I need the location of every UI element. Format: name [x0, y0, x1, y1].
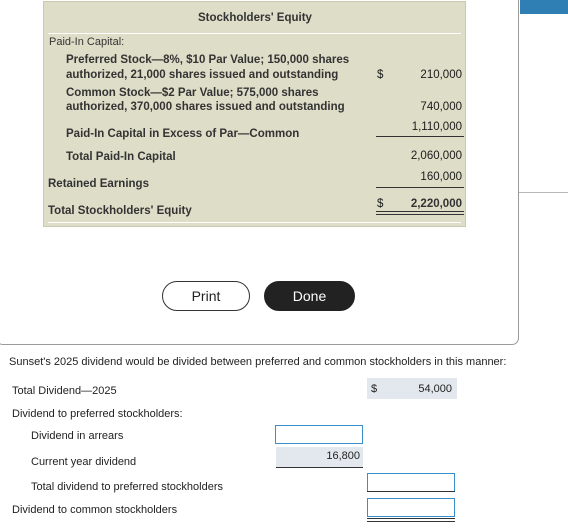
- current-year-underline: [276, 467, 363, 468]
- table-title: Stockholders' Equity: [198, 12, 312, 24]
- total-dividend-label: Total Dividend—2025: [12, 385, 117, 397]
- total-preferred-dividend-label: Total dividend to preferred stockholders: [31, 481, 223, 493]
- excess-underline: [376, 136, 464, 137]
- schedule-intro-text: Sunset's 2025 dividend would be divided between preferred and common stockholders in this manner:: [9, 356, 507, 368]
- excess-value: 1,110,000: [411, 121, 462, 133]
- retained-earnings-value: 160,000: [420, 171, 462, 183]
- header-divider: [48, 33, 461, 34]
- total-equity-double-underline-1: [376, 211, 464, 212]
- common-stock-line-1: Common Stock—$2 Par Value; 575,000 shares: [66, 87, 319, 99]
- common-stock-value: 740,000: [420, 101, 462, 113]
- current-year-dividend-label: Current year dividend: [31, 456, 137, 468]
- divider-line: [519, 192, 568, 193]
- total-equity-double-underline-2: [376, 214, 464, 215]
- preferred-dividend-header: Dividend to preferred stockholders:: [12, 408, 183, 420]
- common-stock-line-2: authorized, 370,000 shares issued and outstanding: [66, 101, 345, 113]
- current-year-dividend-value: 16,800: [326, 450, 360, 462]
- dividend-in-arrears-label: Dividend in arrears: [31, 430, 124, 442]
- total-paid-in-label: Total Paid-In Capital: [66, 151, 176, 163]
- done-button[interactable]: Done: [264, 281, 355, 311]
- preferred-stock-value: 210,000: [420, 69, 462, 81]
- excess-label: Paid-In Capital in Excess of Par—Common: [66, 128, 300, 140]
- total-preferred-underline: [367, 491, 455, 492]
- preferred-stock-line-2: authorized, 21,000 shares issued and outstanding: [66, 69, 339, 81]
- dividend-in-arrears-input[interactable]: [275, 425, 363, 444]
- preferred-stock-line-1: Preferred Stock—8%, $10 Par Value; 150,000 shares: [66, 54, 350, 66]
- table-bottom-divider: [48, 222, 461, 223]
- total-paid-in-value: 2,060,000: [410, 150, 462, 162]
- top-right-accent-bar: [520, 0, 568, 14]
- stockholders-equity-table: [43, 1, 466, 227]
- retained-earnings-label: Retained Earnings: [48, 178, 149, 190]
- retained-underline: [376, 187, 464, 188]
- paid-in-capital-label: Paid-In Capital:: [49, 36, 125, 48]
- total-equity-value: 2,220,000: [410, 198, 462, 210]
- total-equity-dollar-sign: $: [377, 198, 384, 210]
- print-button[interactable]: Print: [162, 281, 250, 311]
- common-dividend-label: Dividend to common stockholders: [12, 504, 178, 516]
- preferred-dollar-sign: $: [377, 69, 384, 81]
- common-dividend-double-underline-1: [367, 518, 455, 519]
- common-dividend-double-underline-2: [367, 521, 455, 522]
- common-dividend-input[interactable]: [367, 498, 455, 517]
- total-equity-label: Total Stockholders' Equity: [48, 205, 192, 217]
- total-dividend-value: 54,000: [418, 383, 452, 395]
- total-preferred-dividend-input[interactable]: [367, 473, 455, 492]
- total-dividend-dollar-sign: $: [371, 383, 378, 395]
